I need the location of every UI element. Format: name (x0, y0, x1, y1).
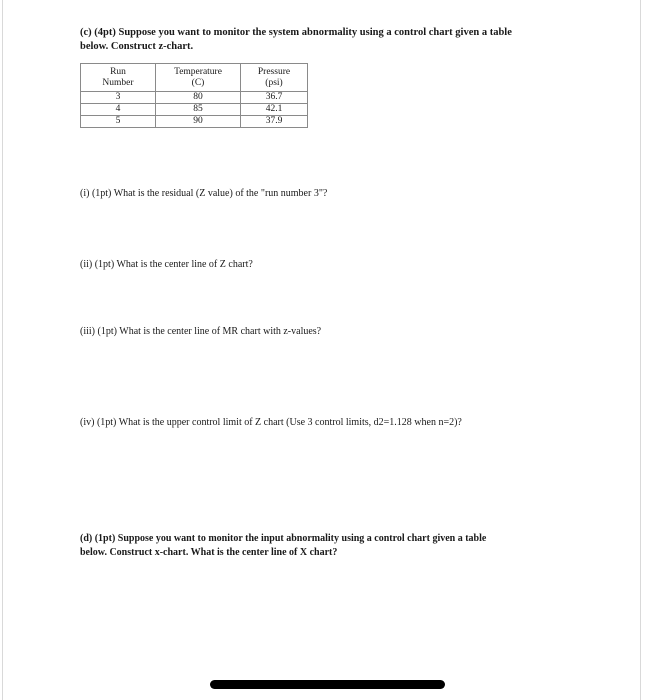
table-row (81, 92, 308, 104)
cell-run-number: 5 (81, 116, 156, 128)
header-run-number-line1: Run (110, 66, 126, 77)
header-temperature (156, 64, 241, 92)
question-iv: (iv) (1pt) What is the upper control limit of Z chart (Use 3 control limits, d2=1.128 when n=2)? (80, 417, 462, 428)
cell-temperature: 85 (156, 104, 241, 116)
table-row (81, 116, 308, 128)
header-temperature-line1: Temperature (174, 66, 222, 77)
cell-run-number: 3 (81, 92, 156, 104)
header-run-number (81, 64, 156, 92)
page-left-edge (2, 0, 3, 700)
cell-pressure: 37.9 (241, 116, 308, 128)
part-c-heading (80, 26, 580, 54)
question-ii: (ii) (1pt) What is the center line of Z chart? (80, 259, 253, 270)
part-c-heading-line2: below. Construct z-chart. (80, 41, 194, 52)
header-pressure-line1: Pressure (257, 66, 291, 77)
page-right-edge (640, 0, 641, 700)
part-d-line1: (d) (1pt) Suppose you want to monitor the input abnormality using a control chart given a table (80, 533, 487, 544)
table-header-row (81, 64, 308, 92)
cell-temperature: 90 (156, 116, 241, 128)
cell-run-number: 4 (81, 104, 156, 116)
header-pressure-line2: (psi) (265, 77, 283, 88)
cell-temperature: 80 (156, 92, 241, 104)
part-c-heading-line1: (c) (4pt) Suppose you want to monitor the system abnormality using a control chart given a table (80, 27, 512, 38)
header-run-number-line2: Number (102, 77, 134, 88)
header-pressure (241, 64, 308, 92)
question-iii: (iii) (1pt) What is the center line of MR chart with z-values? (80, 326, 322, 337)
cell-pressure: 36.7 (241, 92, 308, 104)
home-indicator-bar[interactable] (210, 680, 445, 689)
part-d-line2: below. Construct x-chart. What is the center line of X chart? (80, 547, 338, 558)
question-i: (i) (1pt) What is the residual (Z value) of the "run number 3"? (80, 188, 328, 199)
cell-pressure: 42.1 (241, 104, 308, 116)
header-temperature-line2: (C) (191, 77, 205, 88)
table-row (81, 104, 308, 116)
part-d-question (80, 532, 580, 560)
process-data-table (80, 63, 308, 128)
